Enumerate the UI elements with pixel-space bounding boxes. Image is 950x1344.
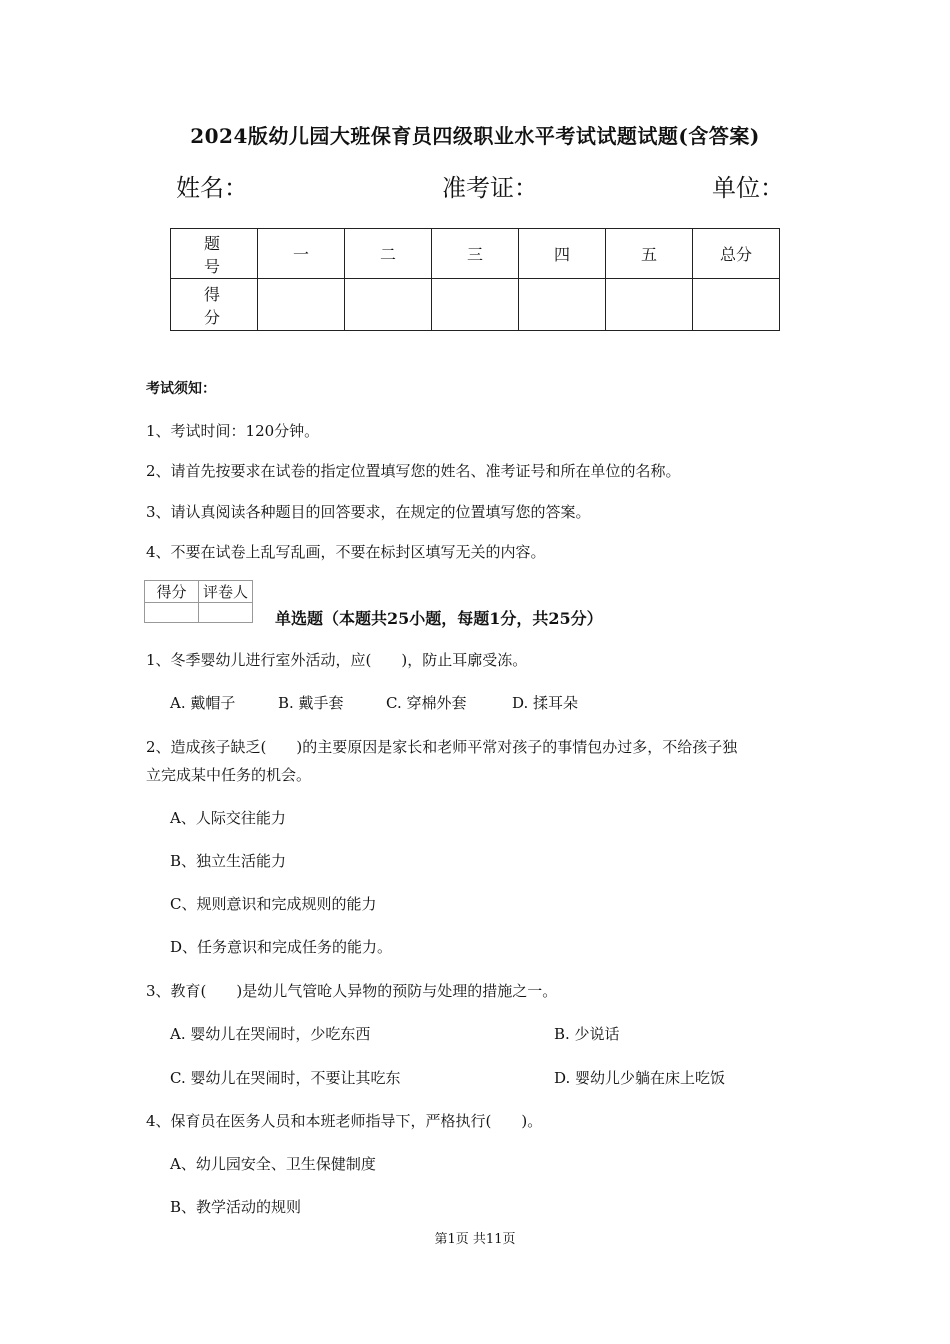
question-2-option-a[interactable]: A、人际交往能力: [170, 809, 286, 827]
question-2-option-d[interactable]: D、任务意识和完成任务的能力。: [170, 938, 393, 956]
question-3-option-a[interactable]: A. 婴幼儿在哭闹时，少吃东西: [170, 1025, 371, 1043]
score-table-score-label: 得 分: [171, 279, 258, 331]
question-3-option-c[interactable]: C. 婴幼儿在哭闹时，不要让其吃东: [170, 1069, 401, 1087]
exam-id-field-label: 准考证：: [442, 174, 538, 202]
notice-heading: 考试须知：: [146, 381, 216, 397]
notice-item: 1、考试时间：120分钟。: [146, 422, 320, 440]
score-cell-3[interactable]: [432, 279, 519, 331]
question-4-option-a[interactable]: A、幼儿园安全、卫生保健制度: [170, 1155, 376, 1173]
exam-title: 2024版幼儿园大班保育员四级职业水平考试试题试题(含答案): [190, 124, 760, 148]
score-table-header-2: 二: [345, 229, 432, 279]
question-1-option-b[interactable]: B. 戴手套: [278, 694, 344, 712]
score-table-header-5: 五: [606, 229, 693, 279]
notice-item: 4、不要在试卷上乱写乱画，不要在标封区填写无关的内容。: [146, 543, 546, 561]
score-table: [170, 228, 780, 331]
grader-score-cell[interactable]: [145, 603, 199, 623]
question-1-option-d[interactable]: D. 揉耳朵: [512, 694, 579, 712]
score-cell-4[interactable]: [519, 279, 606, 331]
question-3-option-d[interactable]: D. 婴幼儿少躺在床上吃饭: [554, 1069, 726, 1087]
page-footer: 第1页 共11页: [434, 1232, 516, 1247]
question-3-option-b[interactable]: B. 少说话: [554, 1025, 620, 1043]
score-table-header-number: 题 号: [171, 229, 258, 279]
question-3-text: 3、教育( )是幼儿气管呛人异物的预防与处理的措施之一。: [146, 982, 558, 1000]
score-cell-total[interactable]: [693, 279, 780, 331]
score-cell-1[interactable]: [258, 279, 345, 331]
score-table-header-row: [171, 229, 780, 279]
question-2-text-line1: 2、造成孩子缺乏( )的主要原因是家长和老师平常对孩子的事情包办过多，不给孩子独: [146, 738, 738, 756]
grader-score-label: 得分: [145, 581, 199, 603]
name-field-label: 姓名：: [176, 174, 248, 202]
question-1-option-c[interactable]: C. 穿棉外套: [386, 694, 467, 712]
score-table-header-total: 总分: [693, 229, 780, 279]
notice-item: 3、请认真阅读各种题目的回答要求，在规定的位置填写您的答案。: [146, 503, 591, 521]
notice-item: 2、请首先按要求在试卷的指定位置填写您的姓名、准考证号和所在单位的名称。: [146, 462, 681, 480]
unit-field-label: 单位：: [712, 174, 784, 202]
grader-name-label: 评卷人: [199, 581, 253, 603]
score-cell-5[interactable]: [606, 279, 693, 331]
question-4-option-b[interactable]: B、教学活动的规则: [170, 1198, 302, 1216]
question-2-text-line2: 立完成某中任务的机会。: [146, 766, 312, 784]
section-heading: 单选题（本题共25小题，每题1分，共25分）: [275, 609, 603, 628]
score-table-score-row: [171, 279, 780, 331]
grader-name-cell[interactable]: [199, 603, 253, 623]
score-table-header-3: 三: [432, 229, 519, 279]
question-2-option-c[interactable]: C、规则意识和完成规则的能力: [170, 895, 377, 913]
question-4-text: 4、保育员在医务人员和本班老师指导下，严格执行( )。: [146, 1112, 543, 1130]
question-2-option-b[interactable]: B、独立生活能力: [170, 852, 287, 870]
score-table-header-1: 一: [258, 229, 345, 279]
question-1-text: 1、冬季婴幼儿进行室外活动，应( )，防止耳廓受冻。: [146, 651, 528, 669]
score-cell-2[interactable]: [345, 279, 432, 331]
question-1-option-a[interactable]: A. 戴帽子: [170, 694, 236, 712]
grader-box: [144, 580, 253, 623]
score-table-header-4: 四: [519, 229, 606, 279]
